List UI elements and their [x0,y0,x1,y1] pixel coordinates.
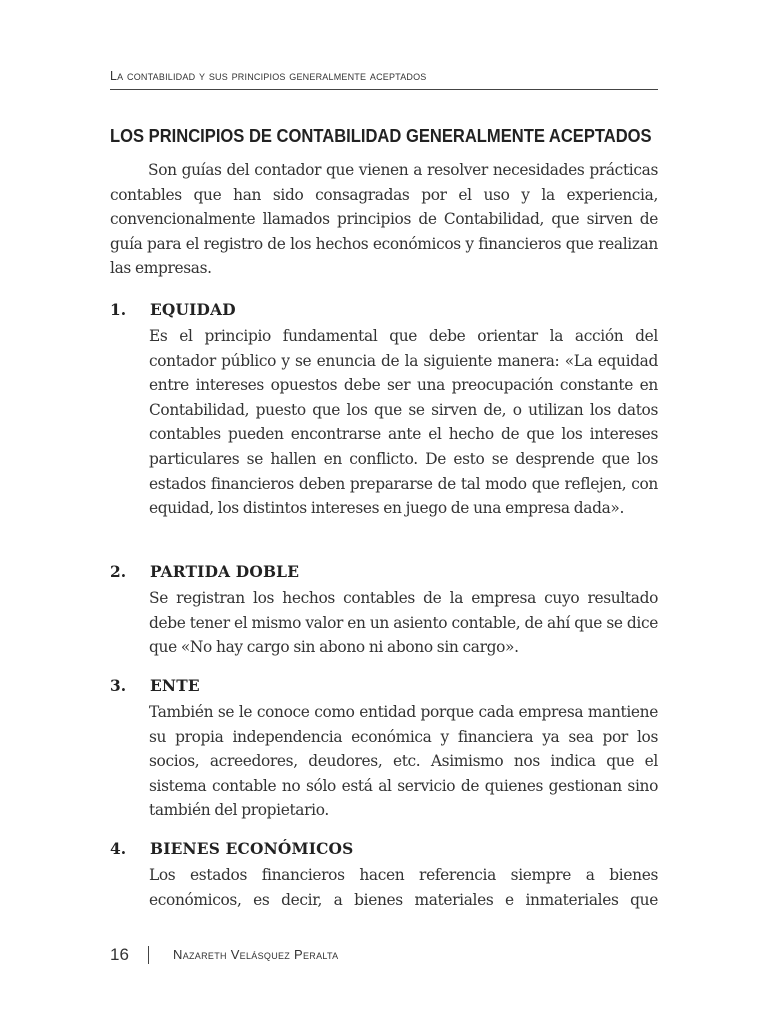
principle-title: ENTE [150,677,200,695]
principle-body: Los estados financieros hacen referencia siempre a bienes económicos, es decir, a bienes materiales e inmateriales que [149,866,658,909]
intro-paragraph: Son guías del contador que vienen a resolver necesidades prácticas contables que han sido consagradas por el uso y la experiencia, convencionalmente llamados principios de Contabilidad, que sirven de guía para el registro de los hechos económicos y financieros que realizan las empresas. [110,161,658,278]
principle-item-bienes-economicos [110,837,658,912]
principle-body: Se registran los hechos contables de la empresa cuyo resultado debe tener el mismo valor en un asiento contable, de ahí que se dice que «No hay cargo sin abono ni abono sin cargo». [149,589,658,657]
principle-heading [110,837,658,863]
principle-title: BIENES ECONÓMICOS [150,840,354,858]
principle-heading [110,298,658,324]
running-head: La contabilidad y sus principios generalmente aceptados [110,69,427,83]
principle-item-equidad [110,298,658,521]
principle-title: EQUIDAD [150,301,236,319]
header-rule [110,89,658,90]
principle-number: 2. [110,563,127,581]
principle-number: 4. [110,840,127,858]
principle-heading [110,674,658,700]
principle-heading [110,560,658,586]
principle-item-ente [110,674,658,823]
section-title: LOS PRINCIPIOS DE CONTABILIDAD GENERALMENTE ACEPTADOS [110,126,652,146]
principle-number: 3. [110,677,127,695]
footer-separator [148,946,149,964]
author-name: Nazareth Velásquez Peralta [173,947,339,962]
principle-body: Es el principio fundamental que debe orientar la acción del contador público y se enuncia de la siguiente manera: «La equidad entre intereses opuestos debe ser una preocupación constante en Contabilidad, puesto que los que se sirven de, o utilizan los datos contables pueden encontrarse ante el hecho de que los intereses particulares se hallen en conflicto. De esto se desprende que los estados financieros deben prepararse de tal modo que reflejen, con equidad, los distintos intereses en juego de una empresa dada». [149,327,658,518]
principle-title: PARTIDA DOBLE [150,563,300,581]
principle-number: 1. [110,301,127,319]
page-number: 16 [110,945,129,964]
principle-body: También se le conoce como entidad porque cada empresa mantiene su propia independencia económica y financiera ya sea por los socios, acreedores, deudores, etc. Asimismo nos indica que el sistema contable no sólo está al servicio de quienes gestionan sino también del propietario. [149,703,658,820]
principle-item-partida-doble [110,560,658,660]
